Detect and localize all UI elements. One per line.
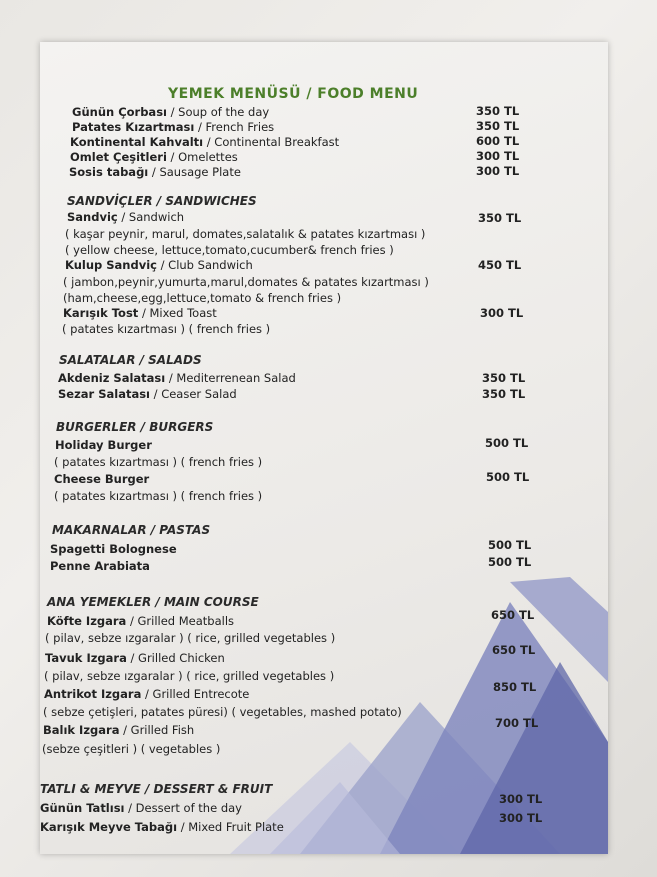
item-price: 500 TL: [486, 470, 530, 484]
item-price: 500 TL: [488, 538, 532, 552]
menu-item: Spagetti Bolognese: [50, 542, 177, 556]
item-note: ( sebze çetişleri, patates püresi) ( vegetables, mashed potato): [43, 705, 402, 719]
menu-title: YEMEK MENÜSÜ / FOOD MENU: [168, 86, 419, 102]
item-price: 500 TL: [485, 436, 529, 450]
menu-item: Patates Kızartması / French Fries: [72, 120, 275, 134]
item-price: 300 TL: [480, 306, 524, 320]
item-price: 350 TL: [482, 371, 526, 385]
item-price: 300 TL: [499, 792, 543, 806]
item-price: 500 TL: [488, 555, 532, 569]
menu-item: Sezar Salatası / Ceaser Salad: [58, 387, 237, 401]
item-price: 350 TL: [476, 119, 520, 133]
menu-item: Karışık Meyve Tabağı / Mixed Fruit Plate: [40, 820, 284, 834]
item-note: ( yellow cheese, lettuce,tomato,cucumber& french fries ): [65, 243, 394, 257]
item-note: (sebze çeşitleri ) ( vegetables ): [42, 742, 221, 756]
menu-sheet: [40, 42, 608, 854]
menu-item: Holiday Burger: [55, 438, 152, 452]
item-note: ( patates kızartması ) ( french fries ): [54, 455, 263, 469]
menu-item: Cheese Burger: [54, 472, 150, 486]
item-price: 700 TL: [495, 716, 539, 730]
menu-item: Köfte Izgara / Grilled Meatballs: [47, 614, 235, 628]
item-note: ( patates kızartması ) ( french fries ): [54, 489, 263, 503]
menu-item: Günün Çorbası / Soup of the day: [72, 105, 270, 119]
item-price: 600 TL: [476, 134, 520, 148]
item-price: 350 TL: [476, 104, 520, 118]
item-price: 300 TL: [476, 164, 520, 178]
menu-item: Sandviç / Sandwich: [67, 210, 185, 224]
item-price: 300 TL: [499, 811, 543, 825]
menu-item: Günün Tatlısı / Dessert of the day: [40, 801, 242, 815]
item-note: ( kaşar peynir, marul, domates,salatalık & patates kızartması ): [65, 227, 426, 241]
menu-item: Balık Izgara / Grilled Fish: [43, 723, 195, 737]
item-note: ( pilav, sebze ızgaralar ) ( rice, grilled vegetables ): [45, 631, 336, 645]
item-price: 650 TL: [491, 608, 535, 622]
menu-item: Kulup Sandviç / Club Sandwich: [65, 258, 253, 272]
item-price: 850 TL: [493, 680, 537, 694]
item-price: 350 TL: [478, 211, 522, 225]
menu-item: Penne Arabiata: [50, 559, 150, 573]
item-note: ( pilav, sebze ızgaralar ) ( rice, grilled vegetables ): [44, 669, 335, 683]
item-price: 350 TL: [482, 387, 526, 401]
section-header-dessert: TATLI & MEYVE / DESSERT & FRUIT: [40, 782, 273, 796]
item-price: 450 TL: [478, 258, 522, 272]
section-header-salads: SALATALAR / SALADS: [59, 353, 202, 367]
menu-item: Omlet Çeşitleri / Omelettes: [70, 150, 238, 164]
menu-item: Kontinental Kahvaltı / Continental Breakfast: [70, 135, 340, 149]
item-note: ( patates kızartması ) ( french fries ): [62, 322, 271, 336]
item-note: ( jambon,peynir,yumurta,marul,domates & patates kızartması ): [63, 275, 429, 289]
menu-item: Tavuk Izgara / Grilled Chicken: [45, 651, 225, 665]
item-note: (ham,cheese,egg,lettuce,tomato & french fries ): [63, 291, 342, 305]
section-header-sandwiches: SANDVİÇLER / SANDWICHES: [67, 194, 257, 208]
menu-item: Akdeniz Salatası / Mediterrenean Salad: [58, 371, 296, 385]
menu-item: Karışık Tost / Mixed Toast: [63, 306, 217, 320]
menu-item: Antrikot Izgara / Grilled Entrecote: [44, 687, 250, 701]
item-price: 300 TL: [476, 149, 520, 163]
menu-item: Sosis tabağı / Sausage Plate: [69, 165, 241, 179]
section-header-pastas: MAKARNALAR / PASTAS: [52, 523, 211, 537]
item-price: 650 TL: [492, 643, 536, 657]
section-header-burgers: BURGERLER / BURGERS: [56, 420, 214, 434]
section-header-main-course: ANA YEMEKLER / MAIN COURSE: [47, 595, 259, 609]
